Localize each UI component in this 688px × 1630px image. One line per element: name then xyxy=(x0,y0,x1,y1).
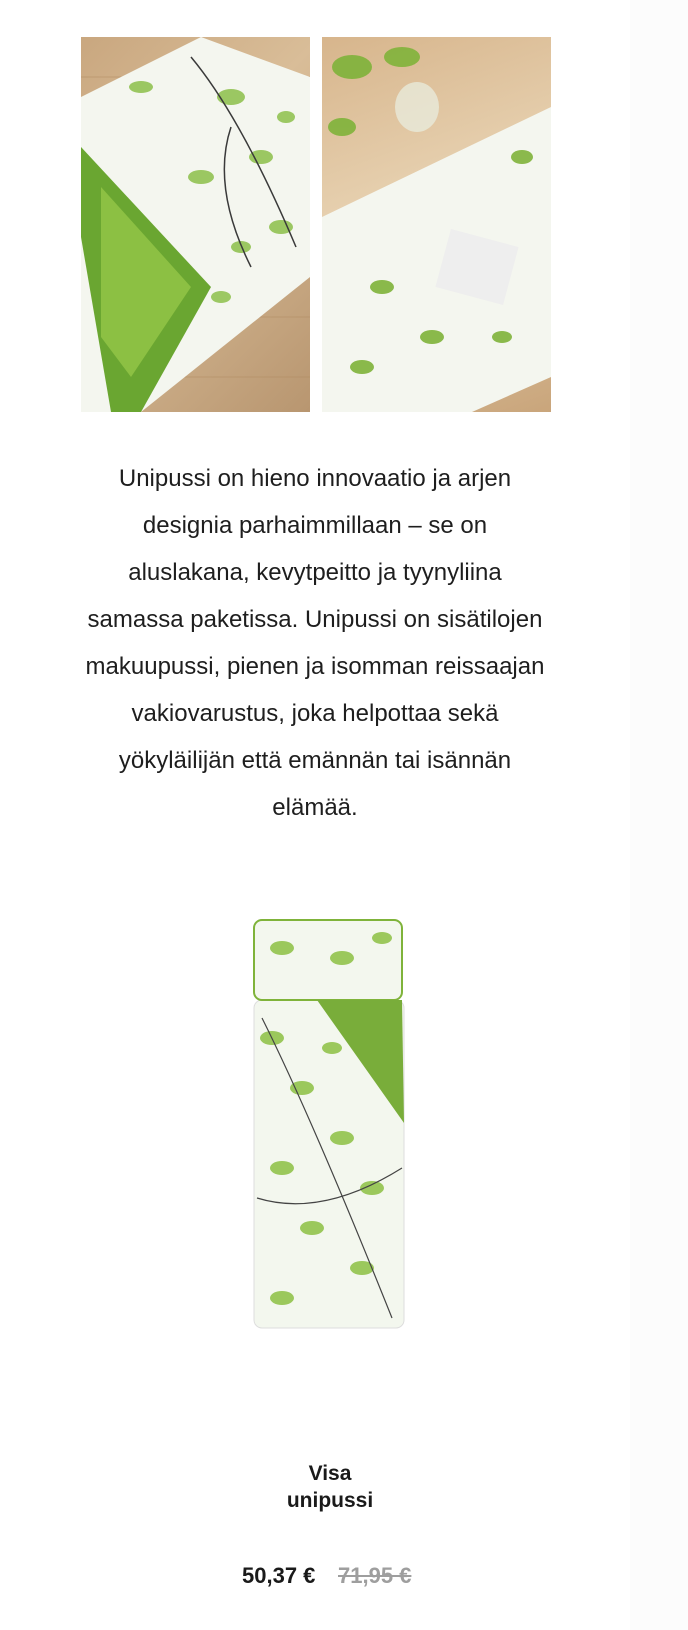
product-name-line1: Visa xyxy=(308,1462,352,1485)
original-price: 71,95 € xyxy=(338,1563,412,1588)
page-edge xyxy=(630,0,688,1630)
product-name-line2: unipussi xyxy=(286,1489,374,1512)
product-name[interactable] xyxy=(200,1460,460,1514)
product-description: Unipussi on hieno innovaatio ja arjen designia parhaimmillaan – se on aluslakana, kevytpeitto ja tyynyliina samassa paketissa. Unipussi on sisätilojen makuupussi, pienen ja isomman reissaajan vakiovarustus, joka helpottaa sekä yökyläilijän että emännän tai isännän elämää. xyxy=(85,465,545,821)
product-image[interactable] xyxy=(252,918,407,1330)
sale-price: 50,37 € xyxy=(242,1563,316,1588)
pillow-photo xyxy=(81,37,310,412)
bed-photo xyxy=(322,37,551,412)
